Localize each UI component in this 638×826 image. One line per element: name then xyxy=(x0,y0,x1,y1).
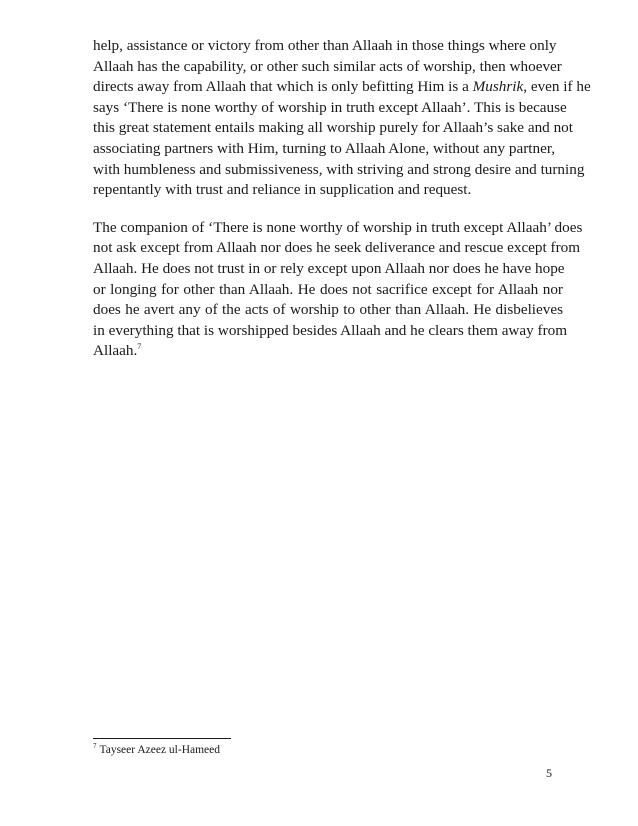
paragraph-1-line: this great statement entails making all worship purely for Allaah’s sake and not xyxy=(93,119,573,137)
paragraph-1 xyxy=(93,36,591,201)
footnote-text: Tayseer Azeez ul-Hameed xyxy=(99,744,221,756)
footnote-reference[interactable]: 7 xyxy=(137,342,142,352)
paragraph-1-line-tail: , even if he xyxy=(523,78,591,96)
paragraph-2-line: not ask except from Allaah nor does he seek deliverance and rescue except from xyxy=(93,239,581,257)
paragraph-1-line-head: directs away from Allaah that which is only befitting Him is a xyxy=(93,78,473,96)
paragraph-2-line: Allaah. xyxy=(93,342,138,360)
page-body xyxy=(93,36,591,362)
paragraph-2-line: The companion of ‘There is none worthy of worship in truth except Allaah’ does xyxy=(93,218,583,236)
paragraph-1-line: Allaah has the capability, or other such similar acts of worship, then whoever xyxy=(93,57,562,75)
paragraph-1-line-with-italic xyxy=(93,77,591,98)
paragraph-2-last-line xyxy=(93,341,563,362)
italic-term-mushrik: Mushrik xyxy=(472,78,524,96)
footnote-number: 7 xyxy=(93,742,97,751)
paragraph-2-line: in everything that is worshipped besides Allaah and he clears them away from xyxy=(93,321,568,339)
paragraph-1-line: with humbleness and submissiveness, with striving and strong desire and turning xyxy=(93,160,585,178)
paragraph-2 xyxy=(93,218,583,362)
paragraph-1-line: help, assistance or victory from other than Allaah in those things where only xyxy=(93,37,557,54)
paragraph-1-line: says ‘There is none worthy of worship in truth except Allaah’. This is because xyxy=(93,98,567,116)
paragraph-2-line: does he avert any of the acts of worship to other than Allaah. He disbelieves xyxy=(93,301,563,319)
paragraph-1-line: associating partners with Him, turning to Allaah Alone, without any partner, xyxy=(93,139,556,157)
footnote-separator xyxy=(93,738,231,739)
page-number: 5 xyxy=(546,766,552,780)
paragraph-2-line: Allaah. He does not trust in or rely except upon Allaah nor does he have hope xyxy=(93,259,565,277)
paragraph-1-line: repentantly with trust and reliance in supplication and request. xyxy=(93,181,472,199)
paragraph-2-line: or longing for other than Allaah. He does not sacrifice except for Allaah nor xyxy=(93,280,563,298)
footnote xyxy=(93,743,220,757)
